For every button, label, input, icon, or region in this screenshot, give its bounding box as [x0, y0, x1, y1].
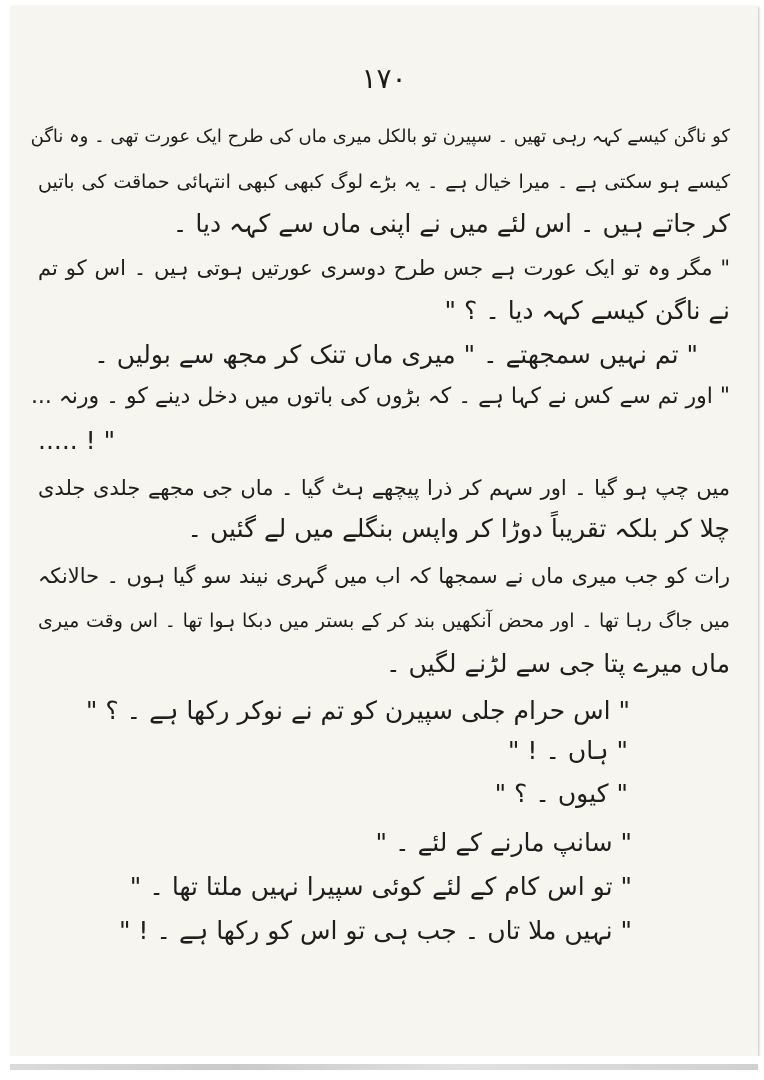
text-line-7: " اور تم سے کس نے کہا ہے ۔ کہ بڑوں کی باتوں میں دخل دینے کو ۔ ورنہ ...: [30, 384, 730, 409]
text-line-18: " تو اس کام کے لئے کوئی سپیرا نہیں ملتا تھا ۔ ": [129, 872, 632, 901]
text-line-6: " تم نہیں سمجھتے ۔ " میری ماں تنک کر مجھ سے بولیں ۔: [94, 340, 698, 369]
text-line-1: کو ناگن کیسے کہہ رہی تھیں ۔ سپیرن تو بالکل میری ماں کی طرح ایک عورت تھی ۔ وہ ناگن: [30, 126, 730, 147]
text-line-8: ..... ! ": [38, 426, 116, 455]
text-line-3: کر جاتے ہیں ۔ اس لئے میں نے اپنی ماں سے کہہ دیا ۔: [172, 209, 730, 238]
scan-edge-shadow: [10, 1064, 758, 1070]
text-line-15: " ہاں ۔ ! ": [507, 736, 628, 765]
text-line-5: نے ناگن کیسے کہہ دیا ۔ ؟ ": [444, 296, 730, 325]
text-line-16: " کیوں ۔ ؟ ": [494, 779, 628, 808]
text-line-12: میں جاگ رہا تھا ۔ اور محض آنکھیں بند کر کے بستر میں دبکا ہوا تھا ۔ اس وقت میری: [38, 610, 730, 632]
text-line-11: رات کو جب میری ماں نے سمجھا کہ اب میں گہری نیند سو گیا ہوں ۔ حالانکہ: [38, 564, 730, 588]
book-page: [10, 6, 758, 1056]
text-line-13: ماں میرے پتا جی سے لڑنے لگیں ۔: [385, 649, 730, 678]
text-line-14: " اس حرام جلی سپیرن کو تم نے نوکر رکھا ہے ۔ ؟ ": [85, 696, 630, 725]
page-number: ۱۷۰: [361, 62, 407, 95]
text-line-2: کیسے ہو سکتی ہے ۔ میرا خیال ہے ۔ یہ بڑے لوگ کبھی کبھی انتہائی حماقت کی باتیں: [38, 171, 730, 193]
text-line-9: میں چپ ہو گیا ۔ اور سہم کر ذرا پیچھے ہٹ گیا ۔ ماں جی مجھے جلدی جلدی: [38, 476, 730, 500]
text-line-17: " سانپ مارنے کے لئے ۔ ": [375, 828, 632, 857]
text-line-19: " نہیں ملا تاں ۔ جب ہی تو اس کو رکھا ہے ۔ ! ": [118, 916, 632, 945]
text-line-10: چلا کر بلکہ تقریباً دوڑا کر واپس بنگلے میں لے گئیں ۔: [187, 514, 730, 543]
text-line-4: " مگر وہ تو ایک عورت ہے جس طرح دوسری عورتیں ہوتی ہیں ۔ اس کو تم: [38, 256, 730, 280]
